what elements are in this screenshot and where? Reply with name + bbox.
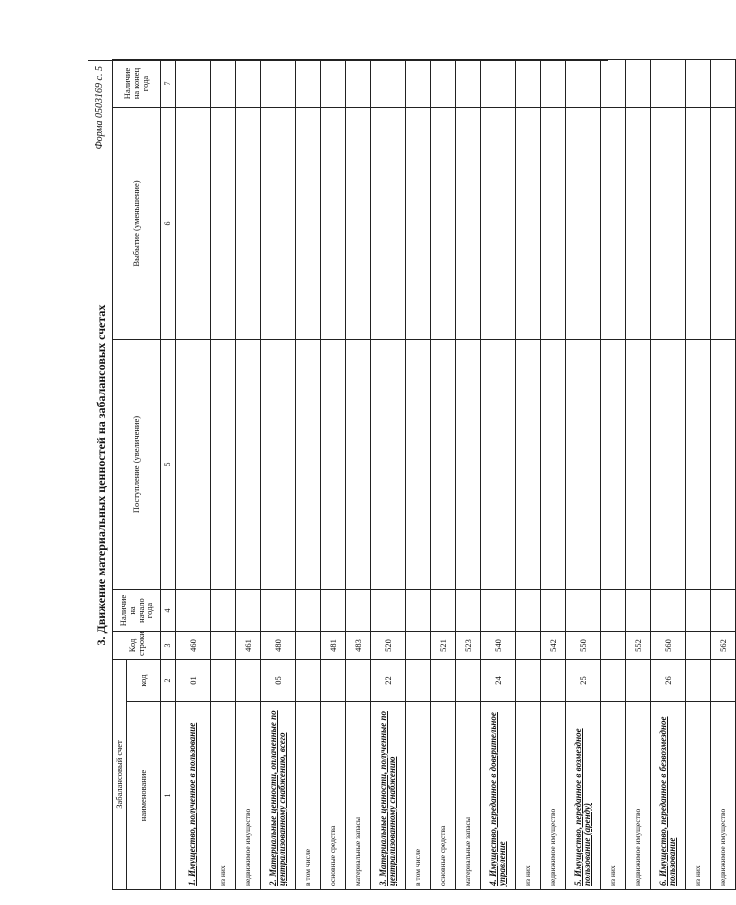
disposal-cell[interactable] [321,108,346,340]
opening-cell[interactable] [406,590,431,632]
closing-cell[interactable] [406,60,431,108]
receipt-cell[interactable] [456,340,481,590]
row-name: 6. Имущество, переданное в безвозмездное пользование [651,702,686,890]
opening-cell[interactable] [211,590,236,632]
receipt-cell[interactable] [516,340,541,590]
closing-cell[interactable] [211,60,236,108]
closing-cell[interactable] [296,60,321,108]
column-number: 5 [161,340,176,590]
header-disposal: Выбытие (уменьшение) [113,108,161,340]
table-row [541,60,566,890]
header-line-code: Код строки [113,632,161,660]
row-line-code [686,632,711,660]
closing-cell[interactable] [481,60,516,108]
table-row [686,60,711,890]
row-name: 3. Материальные ценности, полученные по централизованному снабжению [371,702,406,890]
opening-cell[interactable] [456,590,481,632]
receipt-cell[interactable] [431,340,456,590]
row-line-code: 481 [321,632,346,660]
row-name: недвижимое имущество [626,702,651,890]
row-name: из них [211,702,236,890]
opening-cell[interactable] [601,590,626,632]
row-account-code: 26 [651,660,686,702]
row-name: 2. Материальные ценности, оплаченные по централизованному снабжению, всего [261,702,296,890]
row-account-code [626,660,651,702]
disposal-cell[interactable] [481,108,516,340]
row-line-code [211,632,236,660]
row-line-code: 550 [566,632,601,660]
form-number-label: Форма 0503169 с. 5 [94,66,105,150]
opening-cell[interactable] [651,590,686,632]
opening-cell[interactable] [711,590,736,632]
row-account-code [601,660,626,702]
closing-cell[interactable] [541,60,566,108]
row-account-code [406,660,431,702]
table-row [321,60,346,890]
receipt-cell[interactable] [566,340,601,590]
row-name: в том числе [296,702,321,890]
row-name: недвижимое имущество [711,702,736,890]
opening-cell[interactable] [516,590,541,632]
row-account-code [346,660,371,702]
receipt-cell[interactable] [346,340,371,590]
closing-cell[interactable] [261,60,296,108]
row-account-code: 01 [176,660,211,702]
header-code: код [127,660,161,702]
opening-cell[interactable] [431,590,456,632]
row-name: из них [601,702,626,890]
receipt-cell[interactable] [686,340,711,590]
column-number: 4 [161,590,176,632]
closing-cell[interactable] [176,60,211,108]
closing-cell[interactable] [516,60,541,108]
row-account-code: 25 [566,660,601,702]
disposal-cell[interactable] [261,108,296,340]
row-line-code: 520 [371,632,406,660]
header-account-group: Забалансовый счет [113,660,127,890]
receipt-cell[interactable] [176,340,211,590]
closing-cell[interactable] [601,60,626,108]
receipt-cell[interactable] [651,340,686,590]
receipt-cell[interactable] [711,340,736,590]
column-number: 3 [161,632,176,660]
receipt-cell[interactable] [406,340,431,590]
row-account-code: 05 [261,660,296,702]
row-name: недвижимое имущество [236,702,261,890]
disposal-cell[interactable] [236,108,261,340]
disposal-cell[interactable] [541,108,566,340]
table-row [346,60,371,890]
table-row [626,60,651,890]
row-line-code: 560 [651,632,686,660]
opening-cell[interactable] [541,590,566,632]
receipt-cell[interactable] [601,340,626,590]
row-name: в том числе [406,702,431,890]
receipt-cell[interactable] [481,340,516,590]
rotated-form-sheet [88,60,728,890]
table-body [176,60,736,890]
header-name: наименование [127,702,161,890]
row-line-code [296,632,321,660]
disposal-cell[interactable] [516,108,541,340]
row-name: 5. Имущество, переданное в возмездное пользование (аренду) [566,702,601,890]
header-receipt: Поступление (увеличение) [113,340,161,590]
closing-cell[interactable] [686,60,711,108]
receipt-cell[interactable] [321,340,346,590]
table-row [296,60,321,890]
table-row [211,60,236,890]
closing-cell[interactable] [346,60,371,108]
row-account-code [211,660,236,702]
disposal-cell[interactable] [296,108,321,340]
row-account-code [321,660,346,702]
closing-cell[interactable] [566,60,601,108]
closing-cell[interactable] [431,60,456,108]
column-numbers-row [161,60,176,890]
row-account-code [541,660,566,702]
row-name: материальные запасы [346,702,371,890]
table-row [601,60,626,890]
disposal-cell[interactable] [711,108,736,340]
closing-cell[interactable] [711,60,736,108]
table-row [651,60,686,890]
row-account-code: 24 [481,660,516,702]
table-row [371,60,406,890]
opening-cell[interactable] [371,590,406,632]
opening-cell[interactable] [236,590,261,632]
row-account-code [686,660,711,702]
closing-cell[interactable] [456,60,481,108]
column-number: 1 [161,702,176,890]
row-name: основные средства [431,702,456,890]
receipt-cell[interactable] [236,340,261,590]
row-name: основные средства [321,702,346,890]
table-row [236,60,261,890]
table-row [431,60,456,890]
row-line-code: 540 [481,632,516,660]
table-row [516,60,541,890]
table-row [406,60,431,890]
receipt-cell[interactable] [296,340,321,590]
row-name: 4. Имущество, переданное в доверительное управление [481,702,516,890]
column-number: 6 [161,108,176,340]
closing-cell[interactable] [371,60,406,108]
disposal-cell[interactable] [406,108,431,340]
table-row [261,60,296,890]
row-account-code [236,660,261,702]
row-account-code [456,660,481,702]
receipt-cell[interactable] [541,340,566,590]
off-balance-accounts-table [112,59,736,890]
row-name: материальные запасы [456,702,481,890]
disposal-cell[interactable] [686,108,711,340]
row-line-code: 460 [176,632,211,660]
opening-cell[interactable] [481,590,516,632]
row-line-code: 483 [346,632,371,660]
header-closing: Наличие на конец года [113,60,161,108]
opening-cell[interactable] [626,590,651,632]
opening-cell[interactable] [176,590,211,632]
row-line-code: 542 [541,632,566,660]
row-line-code: 552 [626,632,651,660]
header-opening: Наличие на начало года [113,590,161,632]
disposal-cell[interactable] [431,108,456,340]
row-account-code [431,660,456,702]
row-account-code [711,660,736,702]
row-name: из них [686,702,711,890]
receipt-cell[interactable] [371,340,406,590]
column-number: 7 [161,60,176,108]
row-line-code: 562 [711,632,736,660]
disposal-cell[interactable] [456,108,481,340]
opening-cell[interactable] [321,590,346,632]
opening-cell[interactable] [261,590,296,632]
disposal-cell[interactable] [566,108,601,340]
opening-cell[interactable] [296,590,321,632]
table-row [566,60,601,890]
closing-cell[interactable] [236,60,261,108]
disposal-cell[interactable] [371,108,406,340]
row-name: из них [516,702,541,890]
disposal-cell[interactable] [176,108,211,340]
opening-cell[interactable] [686,590,711,632]
row-line-code [601,632,626,660]
disposal-cell[interactable] [211,108,236,340]
row-name: 1. Имущество, полученное в пользование [176,702,211,890]
disposal-cell[interactable] [626,108,651,340]
row-line-code: 461 [236,632,261,660]
disposal-cell[interactable] [651,108,686,340]
row-line-code [516,632,541,660]
closing-cell[interactable] [651,60,686,108]
row-name: недвижимое имущество [541,702,566,890]
table-row [176,60,211,890]
row-line-code: 480 [261,632,296,660]
column-number: 2 [161,660,176,702]
disposal-cell[interactable] [601,108,626,340]
table-row [711,60,736,890]
closing-cell[interactable] [626,60,651,108]
row-line-code [406,632,431,660]
opening-cell[interactable] [566,590,601,632]
row-account-code: 22 [371,660,406,702]
table-row [481,60,516,890]
row-account-code [516,660,541,702]
opening-cell[interactable] [346,590,371,632]
row-line-code: 523 [456,632,481,660]
receipt-cell[interactable] [261,340,296,590]
section-title: 3. Движение материальных ценностей на забалансовых счетах [94,304,108,646]
table-row [456,60,481,890]
receipt-cell[interactable] [211,340,236,590]
disposal-cell[interactable] [346,108,371,340]
closing-cell[interactable] [321,60,346,108]
receipt-cell[interactable] [626,340,651,590]
row-line-code: 521 [431,632,456,660]
row-account-code [296,660,321,702]
